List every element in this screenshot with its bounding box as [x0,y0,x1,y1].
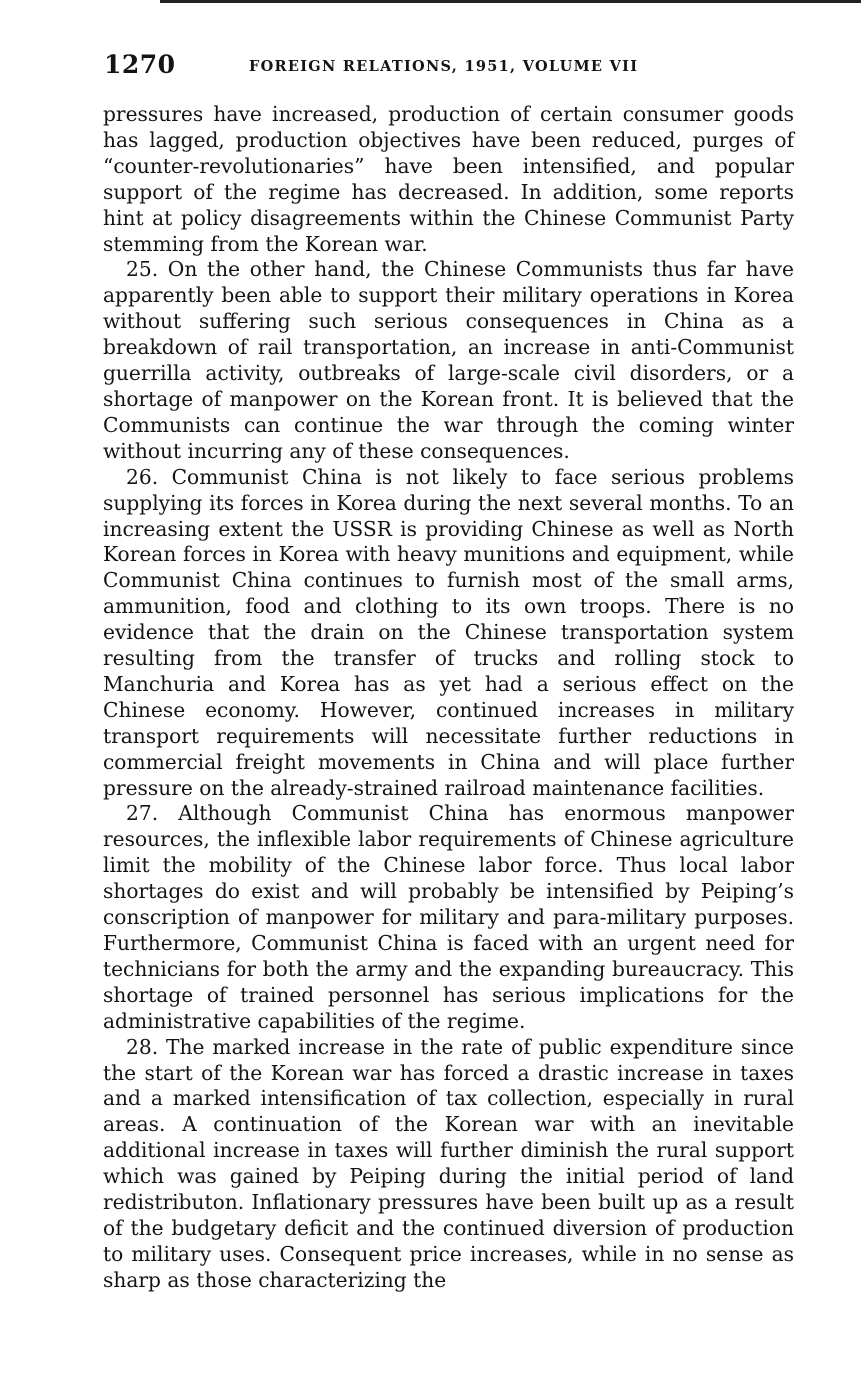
paragraph-27: 27. Although Communist China has enormous manpower resources, the inflexible labor requirements of Chinese agriculture limit the mobility of the Chinese labor force. Thus local labor shortages do exist and will probably be intensified by Peiping’s conscription of manpower for military and para-military purposes. Furthermore, Communist China is faced with an urgent need for technicians for both the army and the expanding bureaucracy. This shortage of trained personnel has serious implications for the administrative capabilities of the regime. [103,801,794,1033]
paragraph-26: 26. Communist China is not likely to face serious problems supplying its forces in Korea during the next several months. To an increasing extent the USSR is providing Chinese as well as North Korean forces in Korea with heavy munitions and equipment, while Communist China continues to furnish most of the small arms, ammunition, food and clothing to its own troops. There is no evidence that the drain on the Chinese transportation system resulting from the transfer of trucks and rolling stock to Manchuria and Korea has as yet had a serious effect on the Chinese economy. However, continued increases in military transport requirements will necessitate further reductions in commercial freight movements in China and will place further pressure on the already-strained railroad maintenance facilities. [103,464,794,800]
page-header [104,50,804,90]
top-edge-rule [160,0,861,3]
body-text [103,102,794,1294]
paragraph-continued: pressures have increased, production of certain consumer goods has lagged, production objectives have been reduced, purges of “counter-revolutionaries” have been intensified, and popular support of the regime has decreased. In addition, some reports hint at policy disagreements within the Chinese Communist Party stemming from the Korean war. [103,102,794,256]
running-title: FOREIGN RELATIONS, 1951, VOLUME VII [249,58,639,75]
paragraph-25: 25. On the other hand, the Chinese Communists thus far have apparently been able to support their military operations in Korea without suffering such serious consequences in China as a breakdown of rail transportation, an increase in anti-Communist guerrilla activity, outbreaks of large-scale civil disorders, or a shortage of manpower on the Korean front. It is believed that the Communists can continue the war through the coming winter without incurring any of these consequences. [103,257,794,463]
paragraph-28: 28. The marked increase in the rate of public expenditure since the start of the Korean war has forced a drastic increase in taxes and a marked intensification of tax collection, especially in rural areas. A continuation of the Korean war with an inevitable additional increase in taxes will further diminish the rural support which was gained by Peiping during the initial period of land redistributon. Inflationary pressures have been built up as a result of the budgetary deficit and the continued diversion of production to military uses. Consequent price increases, while in no sense as sharp as those characterizing the [103,1034,794,1292]
page-number: 1270 [104,50,176,79]
